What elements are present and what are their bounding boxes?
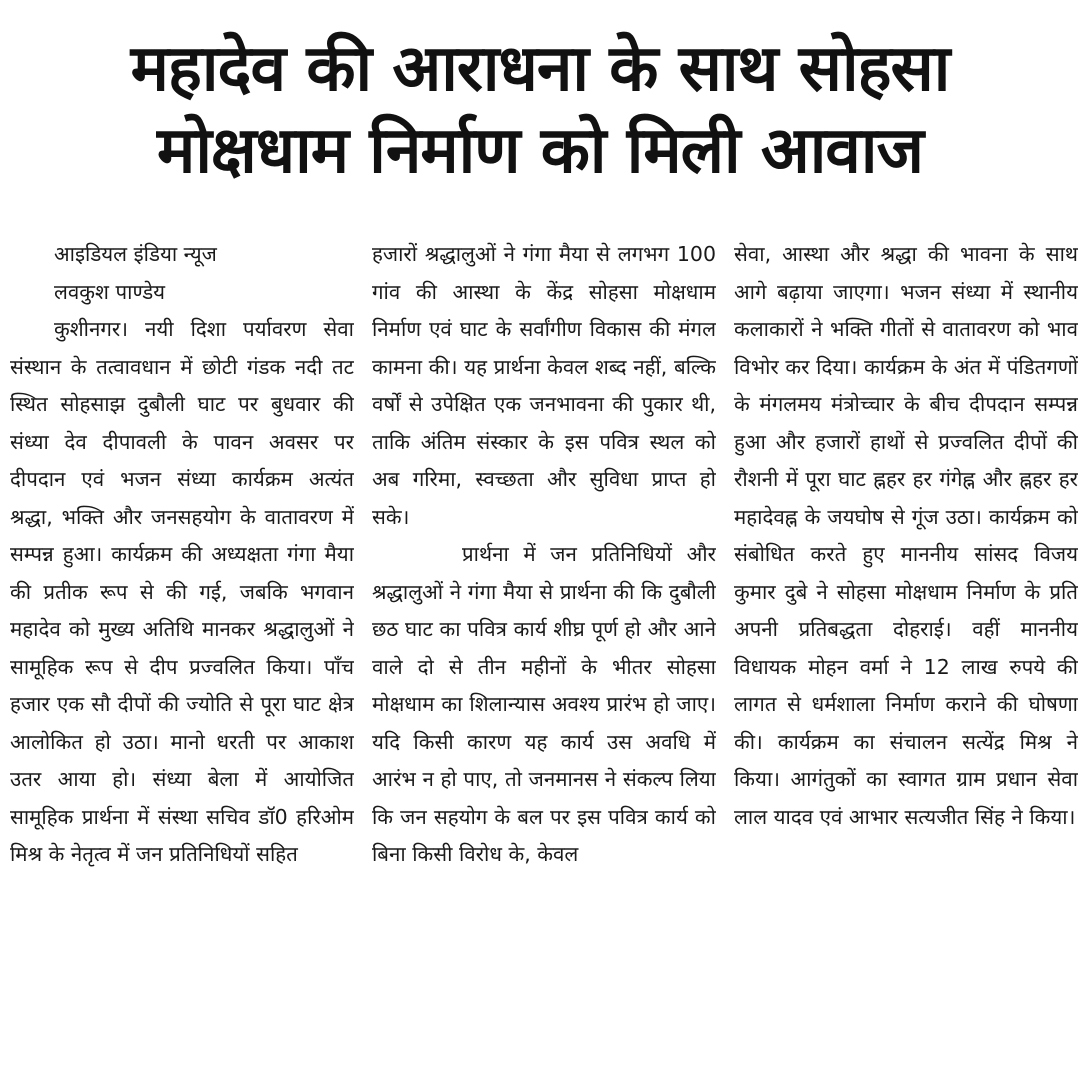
article-paragraph-3: प्रार्थना में जन प्रतिनिधियों और श्रद्धालुओं ने गंगा मैया से प्रार्थना की कि दुबौली छठ घाट का पवित्र कार्य शीघ्र पूर्ण हो और आने वाले दो से तीन महीनों के भीतर सोहसा मोक्षधाम का शिलान्यास अवश्य प्रारंभ हो जाए। यदि किसी कारण यह कार्य उस अवधि में आरंभ न हो पाए, तो जनमानस ने संकल्प लिया कि जन सहयोग के बल पर इस पवित्र कार्य को बिना किसी विरोध के, केवल	[372, 542, 716, 866]
column-3	[734, 236, 1078, 1061]
article-paragraph-4: सेवा, आस्था और श्रद्धा की भावना के साथ आगे बढ़ाया जाएगा। भजन संध्या में स्थानीय कलाकारों ने भक्ति गीतों से वातावरण को भाव विभोर कर दिया। कार्यक्रम के अंत में पंडितगणों के मंगलमय मंत्रोच्चार के बीच दीपदान सम्पन्न हुआ और हजारों हाथों से प्रज्वलित दीपों की रौशनी में पूरा घाट ह्नहर हर गंगेह्न और ह्नहर हर महादेवह्न के जयघोष से गूंज उठा। कार्यक्रम को संबोधित करते हुए माननीय सांसद विजय कुमार दुबे ने सोहसा मोक्षधाम निर्माण के प्रति अपनी प्रतिबद्धता दोहराई। वहीं माननीय विधायक मोहन वर्मा ने 12 लाख रुपये की लागत से धर्मशाला निर्माण कराने की घोषणा की। कार्यक्रम का संचालन सत्येंद्र मिश्र ने किया। आगंतुकों का स्वागत ग्राम प्रधान सेवा लाल यादव एवं आभार सत्यजीत सिंह ने किया।	[734, 242, 1078, 829]
article-paragraph-2: हजारों श्रद्धालुओं ने गंगा मैया से लगभग 100 गांव की आस्था के केंद्र सोहसा मोक्षधाम निर्माण एवं घाट के सर्वांगीण विकास की मंगल कामना की। यह प्रार्थना केवल शब्द नहीं, बल्कि वर्षों से उपेक्षित एक जनभावना की पुकार थी, ताकि अंतिम संस्कार के इस पवित्र स्थल को अब गरिमा, स्वच्छता और सुविधा प्राप्त हो सके।	[372, 242, 716, 529]
article-paragraph-1: कुशीनगर। नयी दिशा पर्यावरण सेवा संस्थान के तत्वावधान में छोटी गंडक नदी तट स्थित सोहसाझ दुबौली घाट पर बुधवार की संध्या देव दीपावली के पावन अवसर पर दीपदान एवं भजन संध्या कार्यक्रम अत्यंत श्रद्धा, भक्ति और जनसहयोग के वातावरण में सम्पन्न हुआ। कार्यक्रम की अध्यक्षता गंगा मैया की प्रतीक रूप से की गई, जबकि भगवान महादेव को मुख्य अतिथि मानकर श्रद्धालुओं ने सामूहिक रूप से दीप प्रज्वलित किया। पाँच हजार एक सौ दीपों की ज्योति से पूरा घाट क्षेत्र आलोकित हो उठा। मानो धरती पर आकाश उतर आया हो। संध्या बेला में आयोजित सामूहिक प्रार्थना में संस्था सचिव डॉ0 हरिओम मिश्र के नेतृत्व में जन प्रतिनिधियों सहित	[10, 317, 354, 866]
column-1	[10, 236, 354, 1061]
byline-reporter: लवकुश पाण्डेय	[54, 279, 166, 304]
column-2	[372, 236, 716, 1061]
headline-line-2: मोक्षधाम निर्माण को मिली आवाज	[157, 114, 923, 188]
article-body	[10, 236, 1078, 1061]
headline-line-1: महादेव की आराधना के साथ सोहसा	[130, 32, 950, 106]
headline	[0, 28, 1080, 192]
byline-agency: आइडियल इंडिया न्यूज	[54, 242, 217, 266]
